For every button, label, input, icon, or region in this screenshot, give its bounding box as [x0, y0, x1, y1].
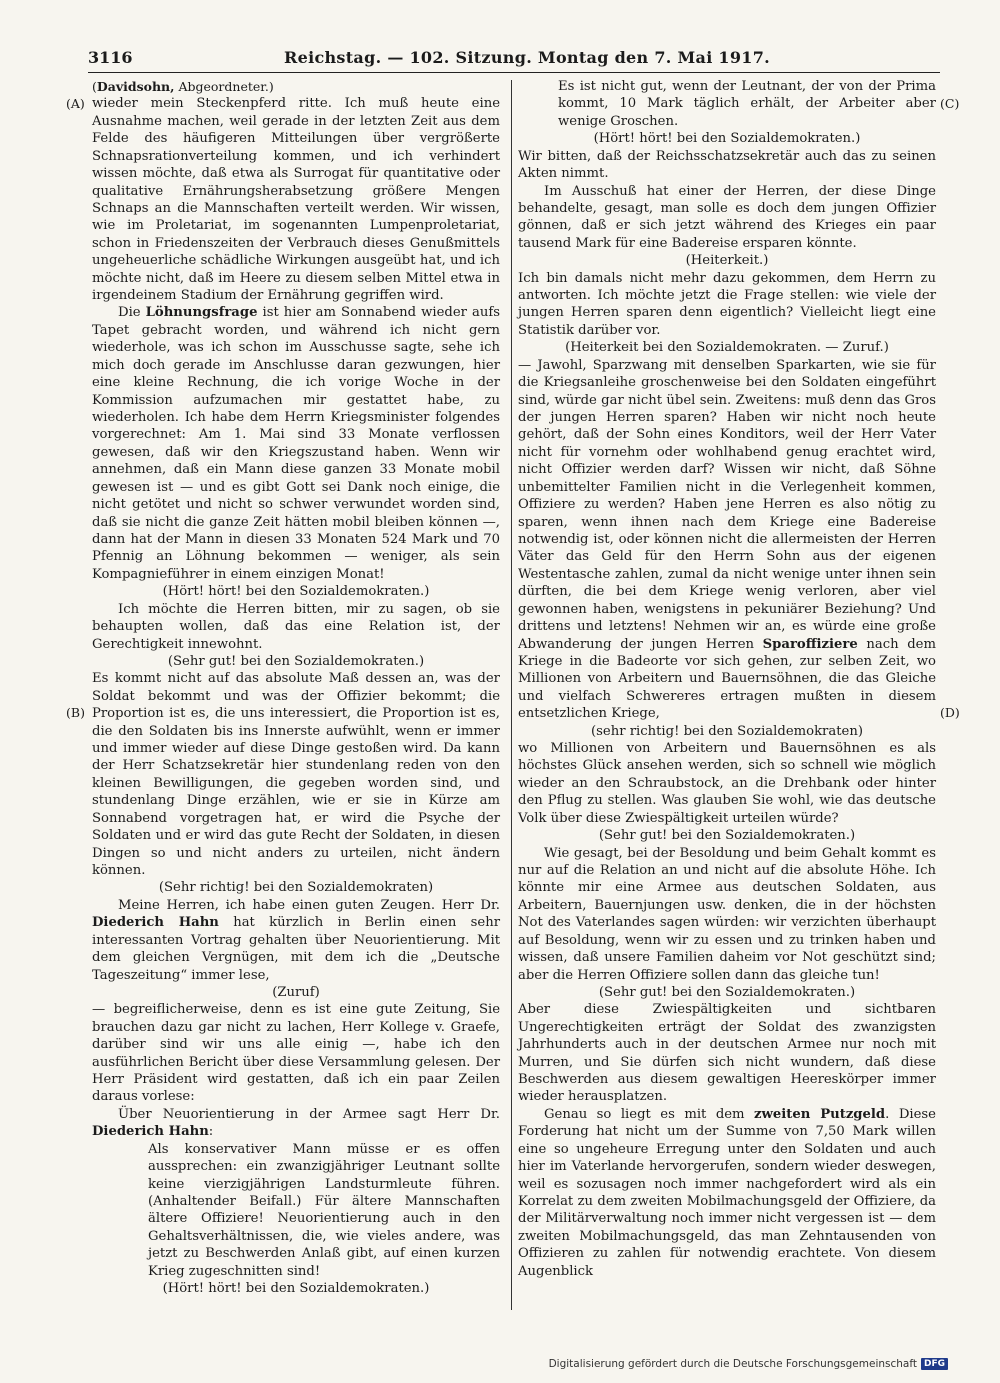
- emphasis: Sparoffiziere: [762, 636, 858, 652]
- left-column: [92, 78, 500, 1298]
- emphasis: Diederich Hahn: [92, 915, 219, 931]
- interjection: (Sehr richtig! bei den Sozialdemokraten): [158, 880, 434, 896]
- interjection: (Sehr gut! bei den Sozialdemokraten.): [598, 984, 856, 1000]
- margin-mark-b: (B): [66, 705, 85, 720]
- quotation: Es ist nicht gut, wenn der Leutnant, der von der Prima kommt, 10 Mark täglich erhält, der Arbeiter aber wenige Groschen.: [558, 79, 936, 129]
- interjection: (Zuruf): [272, 984, 320, 1000]
- running-header: [88, 46, 940, 73]
- footer-credit: [549, 1358, 948, 1370]
- running-title: Reichstag. — 102. Sitzung. Montag den 7. Mai 1917.: [284, 48, 771, 67]
- quotation: Als konservativer Mann müsse er es offen aussprechen: ein zwanzigjähriger Leutnant sollte keine vierzigjährigen Landsturmleute führen. (Anhaltender Beifall.) Für ältere Mannschaften ältere Offiziere! Neuorientierung auch in den Gehaltsverhältnissen, die, wie vieles andere, was jetzt zu Beschwerden Anlaß gibt, auf einen kurzen Krieg zugeschnitten sind!: [148, 1141, 500, 1279]
- paragraph: Genau so liegt es mit dem zweiten Putzgeld. Diese Forderung hat nicht um der Summe von 7,50 Mark willen eine so ungeheure Erregung unter den Soldaten und auch hier im Vaterlande hervorgerufen, sondern wieder deswegen, weil es sozusagen noch immer nachgefordert wird als ein Korrelat zu dem zweiten Mobilmachungsgeld der Offiziere, da der Militärverwaltung noch immer nicht vergessen ist — dem zweiten Mobilmachungsgeld, das man Zehntausenden von Offizieren zu zahlen für notwendig erachtete. Von diesem Augenblick: [518, 1106, 936, 1279]
- paragraph: wieder mein Steckenpferd ritte. Ich muß heute eine Ausnahme machen, weil gerade in der letzten Zeit aus dem Felde des häufigeren Mitteilungen über vergrößerte Schnapsrationverteilung kommen, und ich verhindert wissen möchte, daß etwa als Surrogat für quantitative oder qualitative Ernährungsherabsetzung größere Mengen Schnaps an die Mannschaften verteilt werden. Wir wissen, wie im Proletariat, im sogenannten Lumpenproletariat, schon in Friedenszeiten der Verbrauch dieses Genußmittels ungeheuerliche schädliche Wirkungen ausgeübt hat, und ich möchte nicht, daß im Heere zu diesem selben Mittel etwa in irgendeinem Stadium der Ernährung gegriffen wird.: [92, 96, 500, 304]
- paragraph: — begreiflicherweise, denn es ist eine gute Zeitung, Sie brauchen dazu gar nicht zu lachen, Herr Kollege v. Graefe, darüber sind wir uns alle einig —, habe ich den ausführlichen Bericht über diese Versammlung gelesen. Der Herr Präsident wird gestatten, daß ich ein paar Zeilen daraus vorlese:: [92, 1002, 500, 1105]
- emphasis: Löhnungsfrage: [145, 305, 258, 321]
- column-divider: [511, 80, 512, 1310]
- speaker-note: (Davidsohn, Abgeordneter.): [92, 79, 274, 94]
- right-column: [518, 78, 936, 1280]
- paragraph: Im Ausschuß hat einer der Herren, der diese Dinge behandelte, gesagt, man solle es doch dem jungen Offizier gönnen, daß er sich jetzt während des Krieges ein paar tausend Mark für eine Badereise ersparen könnte.: [518, 183, 936, 251]
- paragraph: Ich bin damals nicht mehr dazu gekommen, dem Herrn zu antworten. Ich möchte jetzt die Frage stellen: wie viele der jungen Herren sparen denn eigentlich? Vielleicht liegt eine Statistik darüber vor.: [518, 270, 936, 338]
- paragraph: Über Neuorientierung in der Armee sagt Herr Dr. Diederich Hahn:: [92, 1106, 500, 1140]
- interjection: (Heiterkeit.): [685, 253, 769, 269]
- paragraph: Die Löhnungsfrage ist hier am Sonnabend wieder aufs Tapet gebracht worden, und während ich nicht gern wiederhole, was ich schon im Ausschusse sagte, sehe ich mich doch gerade im Anschlusse daran gezwungen, hier eine kleine Rechnung, die ich vorige Woche in der Kommission aufzumachen mir gestattet habe, zu wiederholen. Ich habe dem Herrn Kriegsminister folgendes vorgerechnet: Am 1. Mai sind 33 Monate verflossen gewesen, daß wir den Kriegszustand haben. Wenn wir annehmen, daß ein Mann diese ganzen 33 Monate mobil gewesen ist — und es gibt Gott sei Dank noch einige, die nicht getötet und nicht so schwer verwundet worden sind, daß sie nicht die ganze Zeit hätten mobil bleiben können —, dann hat der Mann in diesen 33 Monaten 524 Mark und 70 Pfennig an Löhnung bekommen — weniger, als sein Kompagnieführer in einem einzigen Monat!: [92, 305, 500, 582]
- dfg-logo: DFG: [921, 1358, 948, 1370]
- paragraph: wo Millionen von Arbeitern und Bauernsöhnen es als höchstes Glück ansehen werden, sich so schnell wie möglich wieder an den Schraubstock, an die Drehbank oder hinter den Pflug zu stellen. Was glauben Sie wohl, wie das deutsche Volk über diese Zwiespältigkeit urteilen würde?: [518, 741, 936, 826]
- paragraph: Aber diese Zwiespältigkeiten und sichtbaren Ungerechtigkeiten erträgt der Soldat des zwanzigsten Jahrhunderts auch in der deutschen Armee nur noch mit Murren, und Sie dürfen sich nicht wundern, daß diese Beschwerden aus diesem gewaltigen Heereskörper immer wieder herausplatzen.: [518, 1002, 936, 1105]
- interjection: (Hört! hört! bei den Sozialdemokraten.): [162, 1281, 430, 1297]
- margin-mark-a: (A): [66, 96, 85, 111]
- interjection: (sehr richtig! bei den Sozialdemokraten): [591, 723, 863, 739]
- interjection: (Sehr gut! bei den Sozialdemokraten.): [598, 828, 856, 844]
- paragraph: Meine Herren, ich habe einen guten Zeugen. Herr Dr. Diederich Hahn hat kürzlich in Berlin einen sehr interessanten Vortrag gehalten über Neuorientierung. Mit dem gleichen Vergnügen, mit dem ich die „Deutsche Tageszeitung“ immer lese,: [92, 897, 501, 983]
- interjection: (Heiterkeit bei den Sozialdemokraten. — Zuruf.): [565, 340, 889, 356]
- paragraph: Ich möchte die Herren bitten, mir zu sagen, ob sie behaupten wollen, daß das eine Relation ist, der Gerechtigkeit innewohnt.: [92, 601, 500, 652]
- margin-mark-c: (C): [940, 96, 960, 111]
- interjection: (Sehr gut! bei den Sozialdemokraten.): [167, 653, 425, 669]
- paragraph: Wir bitten, daß der Reichsschatzsekretär auch das zu seinen Akten nimmt.: [518, 148, 936, 182]
- interjection: (Hört! hört! bei den Sozialdemokraten.): [162, 584, 430, 600]
- paragraph: Wie gesagt, bei der Besoldung und beim Gehalt kommt es nur auf die Relation an und nicht auf die absolute Höhe. Ich könnte mir eine Armee aus deutschen Soldaten, aus Arbeitern, Bauernjungen usw. denken, die in der höchsten Not des Vaterlandes sagen würden: wir verzichten überhaupt auf Besoldung, wenn wir zu essen und zu trinken haben und wissen, daß unsere Familien daheim vor Not geschützt sind; aber die Herren Offiziere sollen dann das gleiche tun!: [518, 845, 936, 983]
- emphasis: zweiten Putzgeld: [754, 1106, 886, 1122]
- emphasis: Davidsohn,: [96, 79, 175, 94]
- margin-mark-d: (D): [940, 705, 960, 720]
- paragraph: Es kommt nicht auf das absolute Maß dessen an, was der Soldat bekommt und was der Offizier bekommt; die Proportion ist es, die uns interessiert, die Proportion ist es, die den Soldaten bis ins Innerste aufwühlt, wenn er immer und immer wieder auf diese Dinge gestoßen wird. Da kann der Herr Schatzsekretär hier stundenlang reden von den kleinen Bewilligungen, die gegeben worden sind, und stundenlang Dinge erzählen, wie er sie in Kürze am Sonnabend vorgetragen hat, er wird die Psyche der Soldaten und er wird das gute Recht der Soldaten, in diesen Dingen so und nicht anders zu urteilen, nicht ändern können.: [92, 671, 500, 878]
- interjection: (Hört! hört! bei den Sozialdemokraten.): [593, 131, 861, 147]
- emphasis: Diederich Hahn: [92, 1124, 209, 1140]
- page-number: 3116: [88, 48, 133, 67]
- footer-text: Digitalisierung gefördert durch die Deutsche Forschungsgemeinschaft: [548, 1358, 917, 1370]
- paragraph: — Jawohl, Sparzwang mit denselben Sparkarten, wie sie für die Kriegsanleihe groschenweise bei den Soldaten eingeführt sind, würde gar nicht übel sein. Zweitens: muß denn das Gros der jungen Herren sparen? Haben wir nicht noch heute gehört, daß der Sohn eines Konditors, weil der Herr Vater nicht für vornehm oder wohlhabend genug erachtet wird, nicht Offizier werden darf? Wissen wir nicht, daß Söhne unbemittelter Familien nicht in die Verlegenheit kommen, Offiziere zu werden? Haben jene Herren es also nötig zu sparen, wenn ihnen nach dem Kriege eine Badereise notwendig ist, oder können nicht die allermeisten der Herren Väter das Geld für den Herrn Sohn aus der eigenen Westentasche zahlen, zumal da nicht wenige unter ihnen sein dürften, die bei dem Kriege wenig verloren, aber viel gewonnen haben, wenigstens in pekuniärer Beziehung? Und drittens und letztens! Nehmen wir an, es würde eine große Abwanderung der jungen Herren Sparoffiziere nach dem Kriege in die Badeorte vor sich gehen, zur selben Zeit, wo Millionen von Arbeitern und Bauernsöhnen, die das Gleiche und vielfach Schwereres ertragen mußten in diesem entsetzlichen Kriege,: [518, 357, 936, 722]
